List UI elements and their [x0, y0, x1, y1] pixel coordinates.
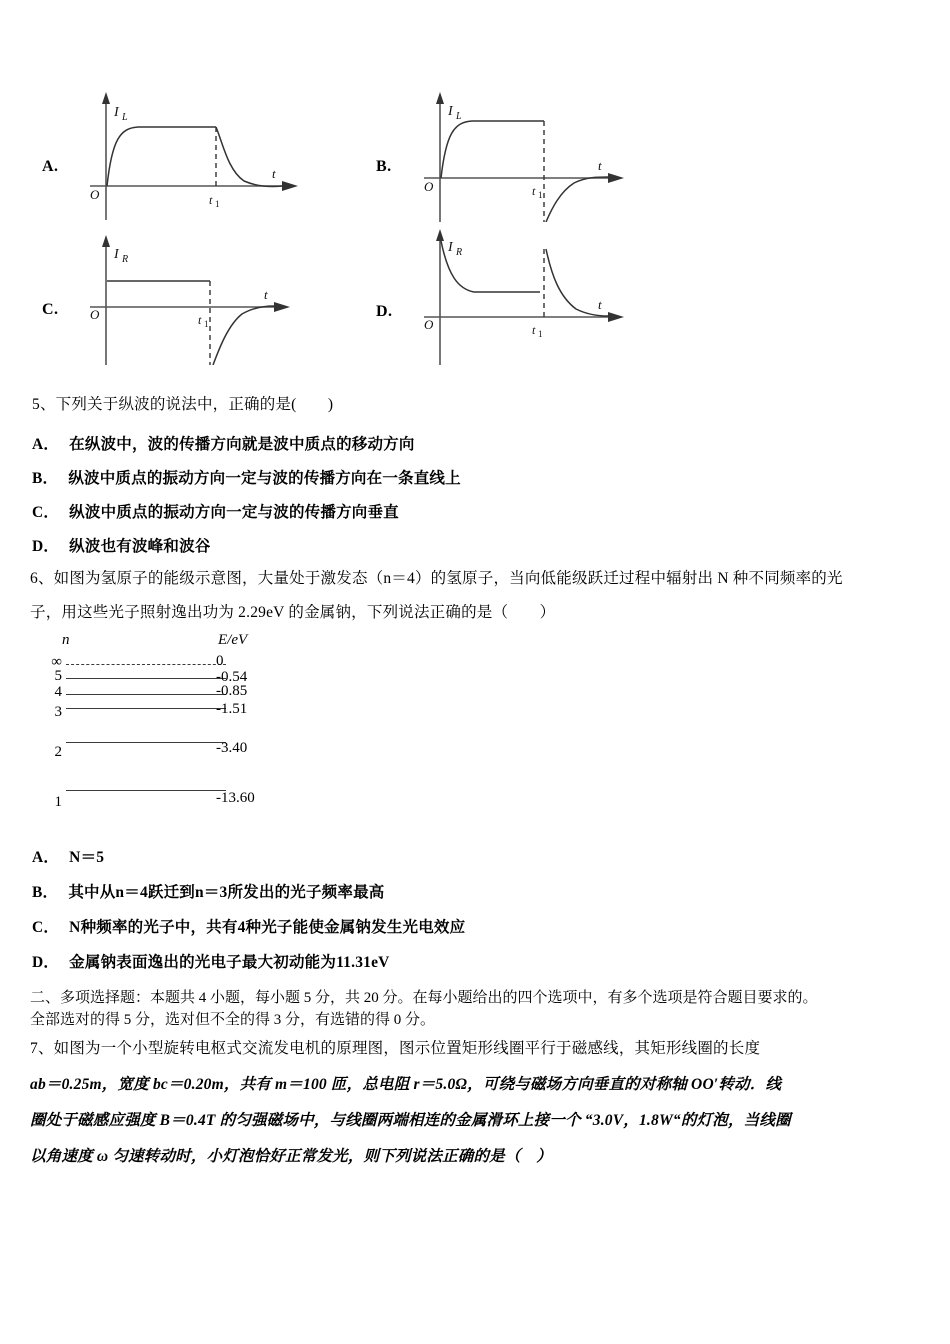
choice-option-c[interactable] — [38, 225, 368, 370]
question5-option-a-letter: A． — [32, 436, 60, 453]
question5-option-b-text: 纵波中质点的振动方向一定与波的传播方向在一条直线上 — [68, 470, 461, 487]
choice-letter-b: B. — [376, 158, 392, 175]
svg-text:O: O — [90, 187, 100, 202]
question6-option-c-letter: C． — [32, 919, 60, 936]
question6-option-b-letter: B． — [32, 884, 59, 901]
graph-d-svg — [410, 225, 660, 365]
question5-option-d[interactable] — [32, 534, 210, 556]
question6-option-c-text: N种频率的光子中，共有4种光子能使金属钠发生光电效应 — [69, 919, 466, 936]
question6-option-a-text: N＝5 — [69, 849, 105, 866]
svg-text:t: t — [598, 297, 602, 312]
svg-text:1: 1 — [215, 199, 220, 209]
question5-option-c[interactable] — [32, 500, 399, 522]
choice-letter-d: D. — [376, 303, 393, 320]
question5-option-b-letter: B． — [32, 470, 59, 487]
energy-level-diagram — [40, 632, 370, 827]
svg-text:O: O — [424, 179, 434, 194]
graph-c-svg — [76, 225, 326, 365]
svg-text:I: I — [114, 247, 119, 262]
svg-text:t: t — [198, 313, 202, 327]
question5-option-a-text: 在纵波中，波的传播方向就是波中质点的移动方向 — [69, 436, 415, 453]
svg-text:I: I — [114, 105, 119, 120]
energy-level-label-3: 3 — [54, 704, 62, 720]
energy-level-line-1 — [66, 790, 226, 791]
question6-option-b[interactable] — [32, 880, 384, 902]
svg-text:O: O — [424, 317, 434, 332]
energy-value-1: -13.60 — [216, 790, 255, 806]
section2-header-line2: 全部选对的得 5 分，选对但不全的得 3 分，有选错的得 0 分。 — [30, 1012, 436, 1028]
energy-value-3: -1.51 — [216, 701, 248, 717]
choice-option-d[interactable] — [372, 225, 702, 370]
question6-option-c[interactable] — [32, 915, 465, 937]
choice-option-b[interactable] — [372, 82, 702, 227]
graph-a-svg — [76, 82, 326, 222]
energy-level-line-3 — [66, 708, 226, 709]
svg-text:t: t — [598, 158, 602, 173]
energy-level-label-4: 4 — [54, 684, 62, 700]
section2-header-line1: 二、多项选择题：本题共 4 小题，每小题 5 分，共 20 分。在每小题给出的四个选项中，有多个选项是符合题目要求的。 — [30, 990, 818, 1006]
question5-option-c-text: 纵波中质点的振动方向一定与波的传播方向垂直 — [69, 504, 399, 521]
svg-text:t: t — [209, 193, 213, 207]
choice-option-a[interactable] — [38, 82, 368, 227]
choice-letter-a: A. — [42, 158, 59, 175]
energy-value-2: -3.40 — [216, 740, 248, 756]
question4-choice-graphs — [0, 70, 950, 360]
energy-level-line-2 — [66, 742, 226, 743]
graph-b-svg — [410, 82, 660, 222]
energy-value-4: -0.85 — [216, 683, 248, 699]
energy-level-line-4 — [66, 694, 226, 695]
svg-text:L: L — [122, 112, 128, 123]
question6-stem-line2: 子，用这些光子照射逸出功为 2.29eV 的金属钠，下列说法正确的是（ ） — [30, 604, 556, 621]
question6-option-d-text: 金属钠表面逸出的光电子最大初动能为11.31eV — [69, 954, 390, 971]
question5-option-b[interactable] — [32, 466, 461, 488]
energy-value-5: -0.54 — [216, 669, 248, 685]
choice-letter-c: C. — [42, 301, 59, 318]
question6-option-d[interactable] — [32, 950, 390, 972]
energy-level-line-5 — [66, 678, 226, 679]
energy-value-inf: 0 — [216, 653, 224, 669]
svg-text:R: R — [456, 247, 463, 258]
question5-option-d-letter: D． — [32, 538, 60, 555]
svg-text:1: 1 — [204, 319, 209, 329]
energy-diagram-axis-label-energy: E/eV — [218, 632, 248, 648]
svg-text:t: t — [532, 323, 536, 337]
energy-level-label-5: 5 — [54, 668, 62, 684]
svg-text:t: t — [272, 166, 276, 181]
energy-level-label-1: 1 — [54, 794, 62, 810]
svg-text:t: t — [532, 184, 536, 198]
question5-option-c-letter: C． — [32, 504, 60, 521]
question6-option-d-letter: D． — [32, 954, 60, 971]
question5-option-a[interactable] — [32, 432, 415, 454]
svg-text:I: I — [448, 240, 453, 255]
svg-text:t: t — [264, 287, 268, 302]
question6-option-b-text: 其中从n＝4跃迁到n＝3所发出的光子频率最高 — [68, 884, 385, 901]
svg-text:1: 1 — [538, 190, 543, 200]
question6-option-a-letter: A． — [32, 849, 60, 866]
svg-text:R: R — [122, 254, 129, 265]
question5-option-d-text: 纵波也有波峰和波谷 — [69, 538, 211, 555]
svg-text:O: O — [90, 307, 100, 322]
question7-line3: 圈处于磁感应强度 B＝0.4T 的匀强磁场中，与线圈两端相连的金属滑环上接一个 “3.0V，1.8W“的灯泡，当线圈 — [30, 1112, 791, 1129]
svg-text:L: L — [456, 111, 462, 122]
svg-text:1: 1 — [538, 329, 543, 339]
question7-line1: 7、如图为一个小型旋转电枢式交流发电机的原理图，图示位置矩形线圈平行于磁感线，其矩形线圈的长度 — [30, 1040, 761, 1057]
question6-option-a[interactable] — [32, 845, 104, 867]
question7-line2: ab＝0.25m，宽度 bc＝0.20m，共有 m＝100 匝，总电阻 r＝5.0Ω，可绕与磁场方向垂直的对称轴 OO′转动．线 — [30, 1076, 782, 1093]
question5-stem: 5、下列关于纵波的说法中，正确的是( ) — [32, 396, 334, 413]
energy-diagram-axis-label-n: n — [62, 632, 70, 648]
question6-stem-line1: 6、如图为氢原子的能级示意图，大量处于激发态（n＝4）的氢原子，当向低能级跃迁过程中辐射出 N 种不同频率的光 — [30, 570, 843, 587]
energy-level-label-2: 2 — [54, 744, 62, 760]
svg-text:I: I — [448, 104, 453, 119]
energy-level-label-inf: ∞ — [51, 654, 62, 670]
question7-line4: 以角速度 ω 匀速转动时，小灯泡恰好正常发光，则下列说法正确的是（ ） — [30, 1148, 552, 1165]
energy-level-line-inf — [66, 664, 226, 665]
